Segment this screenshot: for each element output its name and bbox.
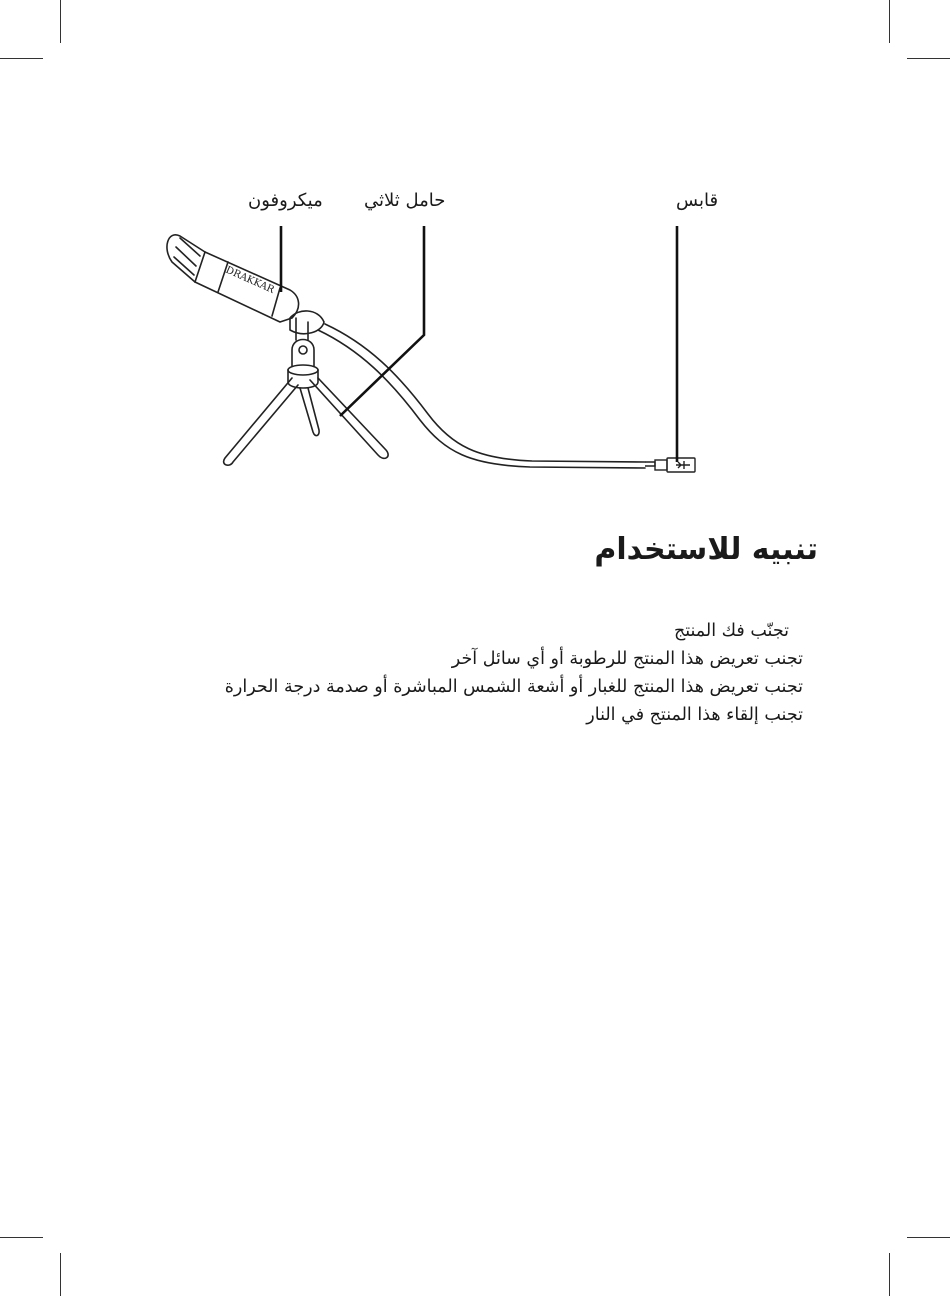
tripod-hub	[288, 370, 318, 388]
usb-plug	[645, 458, 695, 472]
crop-mark	[60, 1253, 61, 1296]
crop-mark	[0, 1237, 43, 1238]
caution-item: تجنب إلقاء هذا المنتج في النار	[586, 705, 803, 725]
caution-item: تجنب تعريض هذا المنتج للغبار أو أشعة الشمس المباشرة أو صدمة درجة الحرارة	[224, 677, 803, 697]
microphone-head	[167, 235, 205, 282]
label-plug: قابس	[676, 190, 719, 211]
crop-mark	[889, 1253, 890, 1296]
microphone-diagram	[0, 0, 950, 520]
label-microphone: ميكروفون	[248, 190, 323, 211]
tripod-leg	[224, 378, 298, 465]
usb-cable	[318, 330, 645, 468]
caution-list	[225, 617, 803, 729]
crop-mark	[907, 1237, 950, 1238]
tripod-leg	[310, 378, 388, 458]
microphone-body	[195, 252, 299, 322]
label-tripod: حامل ثلاثي	[364, 190, 446, 211]
tripod-leg	[300, 388, 319, 436]
brand-logo: DRAKKAR	[223, 264, 276, 296]
tripod-leader	[340, 226, 424, 416]
caution-item: تجنب تعريض هذا المنتج للرطوبة أو أي سائل آخر	[451, 649, 803, 669]
caution-item: تجنّب فك المنتج	[673, 621, 789, 641]
caution-title: تنبيه للاستخدام	[594, 532, 818, 567]
